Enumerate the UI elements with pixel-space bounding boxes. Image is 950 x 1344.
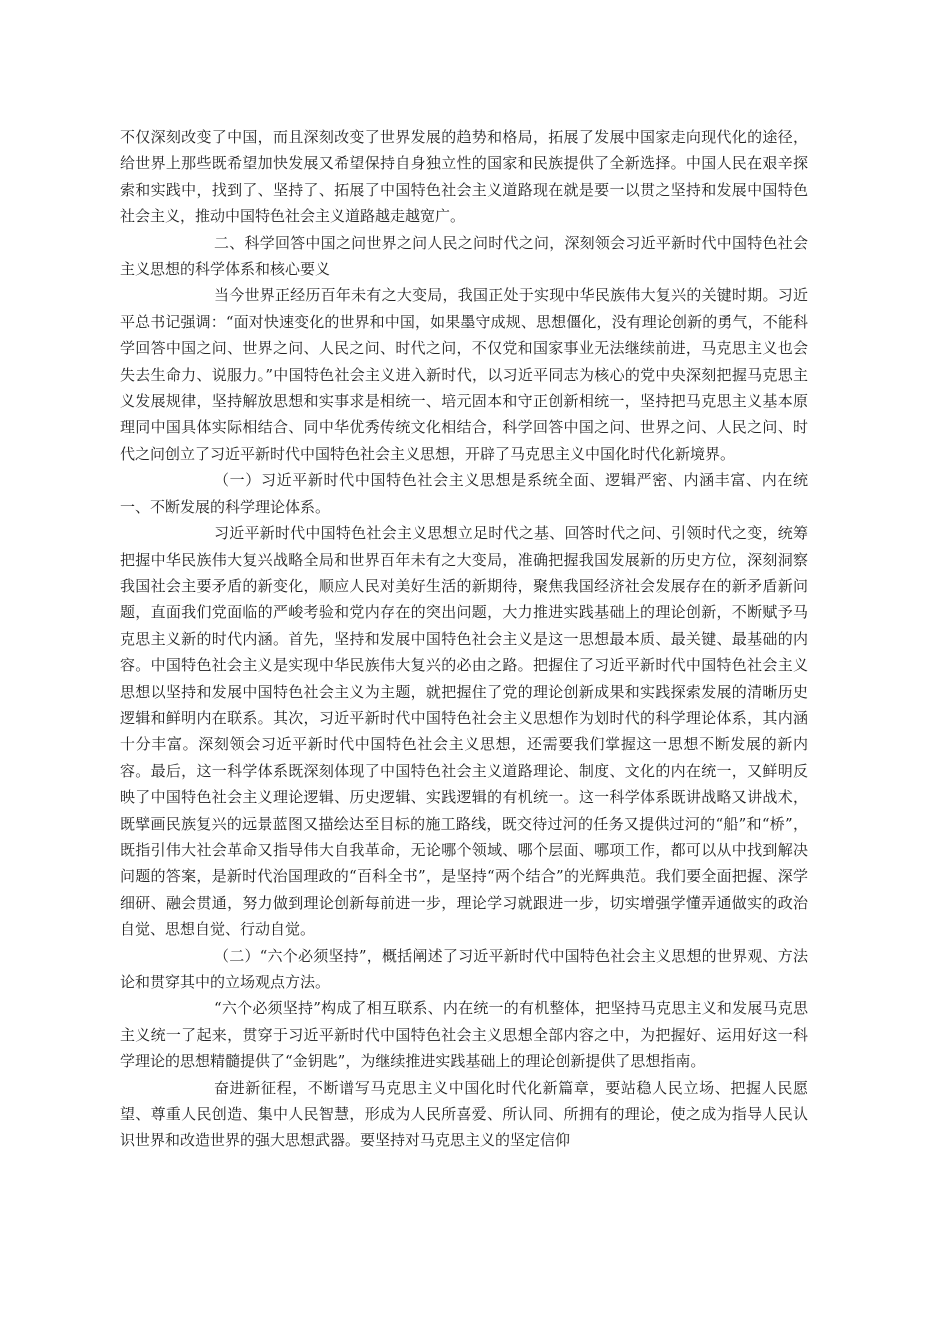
paragraph-body: 奋进新征程，不断谱写马克思主义中国化时代化新篇章，要站稳人民立场、把握人民愿望、尊重人民创造、集中人民智慧，形成为人民所喜爱、所认同、所拥有的理论，使之成为指导人民认识世界和改造世界的强大思想武器。要坚持对马克思主义的坚定信仰 xyxy=(120,1078,808,1150)
paragraph-body: 习近平新时代中国特色社会主义思想立足时代之基、回答时代之问、引领时代之变，统筹把握中华民族伟大复兴战略全局和世界百年未有之大变局，准确把握我国发展新的历史方位，深刻洞察我国社会主要矛盾的新变化，顺应人民对美好生活的新期待，聚焦我国经济社会发展存在的新矛盾新问题，直面我们党面临的严峻考验和党内存在的突出问题，大力推进实践基础上的理论创新，不断赋予马克思主义新的时代内涵。首先，坚持和发展中国特色社会主义是这一思想最本质、最关键、最基础的内容。中国特色社会主义是实现中华民族伟大复兴的必由之路。把握住了习近平新时代中国特色社会主义思想以坚持和发展中国特色社会主义为主题，就把握住了党的理论创新成果和实践探索发展的清晰历史逻辑和鲜明内在联系。其次，习近平新时代中国特色社会主义思想作为划时代的科学理论体系，其内涵十分丰富。深刻领会习近平新时代中国特色社会主义思想，还需要我们掌握这一思想不断发展的新内容。最后，这一科学体系既深刻体现了中国特色社会主义道路理论、制度、文化的内在统一，又鲜明反映了中国特色社会主义理论逻辑、历史逻辑、实践逻辑的有机统一。这一科学体系既讲战略又讲战术，既擘画民族复兴的远景蓝图又描绘达至目标的施工路线，既交待过河的任务又提供过河的“船”和“桥”，既指引伟大社会革命又指导伟大自我革命，无论哪个领域、哪个层面、哪项工作，都可以从中找到解决问题的答案，是新时代治国理政的“百科全书”，是坚持“两个结合”的光辉典范。我们要全面把握、深学细研、融会贯通，努力做到理论创新每前进一步，理论学习就跟进一步，切实增强学懂弄通做实的政治自觉、思想自觉、行动自觉。 xyxy=(120,524,808,939)
subsection-heading-2: （二）“六个必须坚持”，概括阐述了习近平新时代中国特色社会主义思想的世界观、方法论和贯穿其中的立场观点方法。 xyxy=(120,946,808,991)
paragraph-body: 当今世界正经历百年未有之大变局，我国正处于实现中华民族伟大复兴的关键时期。习近平总书记强调：“面对快速变化的世界和中国，如果墨守成规、思想僵化，没有理论创新的勇气，不能科学回答中国之问、世界之问、人民之问、时代之问，不仅党和国家事业无法继续前进，马克思主义也会失去生命力、说服力。”中国特色社会主义进入新时代，以习近平同志为核心的党中央深刻把握马克思主义发展规律，坚持解放思想和实事求是相统一、培元固本和守正创新相统一，坚持把马克思主义基本原理同中国具体实际相结合、同中华优秀传统文化相结合，科学回答中国之问、世界之问、人民之问、时代之问创立了习近平新时代中国特色社会主义思想，开辟了马克思主义中国化时代化新境界。 xyxy=(120,286,808,463)
document-page xyxy=(120,124,808,1154)
subsection-heading-1: （一）习近平新时代中国特色社会主义思想是系统全面、逻辑严密、内涵丰富、内在统一、不断发展的科学理论体系。 xyxy=(120,471,808,516)
paragraph-body: “六个必须坚持”构成了相互联系、内在统一的有机整体，把坚持马克思主义和发展马克思主义统一了起来，贯穿于习近平新时代中国特色社会主义思想全部内容之中，为把握好、运用好这一科学理论的思想精髓提供了“金钥匙”，为继续推进实践基础上的理论创新提供了思想指南。 xyxy=(120,999,808,1071)
paragraph-continuation: 不仅深刻改变了中国，而且深刻改变了世界发展的趋势和格局，拓展了发展中国家走向现代化的途径，给世界上那些既希望加快发展又希望保持自身独立性的国家和民族提供了全新选择。中国人民在艰辛探索和实践中，找到了、坚持了、拓展了中国特色社会主义道路现在就是要一以贯之坚持和发展中国特色社会主义，推动中国特色社会主义道路越走越宽广。 xyxy=(120,128,808,226)
section-heading-2: 二、科学回答中国之问世界之问人民之问时代之问，深刻领会习近平新时代中国特色社会主义思想的科学体系和核心要义 xyxy=(120,233,808,279)
